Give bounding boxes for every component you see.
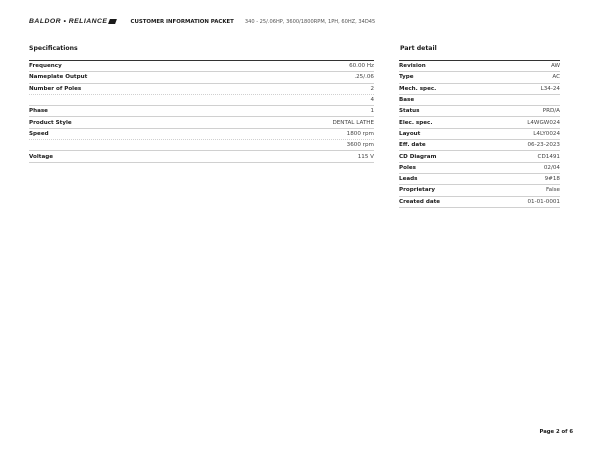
- part-label: Revision: [399, 63, 426, 70]
- part-value: False: [545, 187, 560, 194]
- part-value: 02/04: [543, 164, 560, 171]
- spec-row-number-of-poles: [29, 84, 374, 95]
- document-subtitle: 340 - 25/.06HP, 3600/1800RPM, 1PH, 60HZ, 34D45: [244, 18, 376, 25]
- part-detail-title: Part detail: [400, 45, 437, 52]
- spec-row-speed-cont: [29, 140, 374, 151]
- spec-label: Speed: [29, 130, 49, 137]
- spec-value: 1: [370, 108, 374, 115]
- part-label: Poles: [399, 164, 416, 171]
- part-value: 9#18: [544, 176, 560, 183]
- part-value: L34-24: [540, 85, 560, 92]
- part-label: Base: [399, 97, 415, 104]
- part-row-type: [399, 72, 560, 83]
- spec-row-voltage: [29, 151, 374, 162]
- brand-name: BALDOR • RELIANCE: [29, 18, 108, 25]
- specifications-table: [29, 60, 374, 163]
- part-label: Layout: [399, 130, 421, 137]
- spec-value: 1800 rpm: [346, 130, 374, 137]
- part-label: Elec. spec.: [399, 119, 433, 126]
- specifications-title: Specifications: [29, 45, 78, 52]
- spec-row-phase: [29, 106, 374, 117]
- part-label: Eff. date: [399, 142, 426, 149]
- part-row-leads: [399, 174, 560, 185]
- spec-value: DENTAL LATHE: [332, 119, 374, 126]
- page-header: [29, 18, 590, 25]
- part-label: Created date: [399, 198, 441, 205]
- spec-row-product-style: [29, 117, 374, 128]
- part-value: AW: [550, 63, 560, 70]
- part-row-status: [399, 106, 560, 117]
- part-row-layout: [399, 129, 560, 140]
- spec-row-frequency: [29, 60, 374, 72]
- part-value: 06-23-2023: [527, 142, 560, 149]
- part-detail-table: [399, 60, 560, 208]
- part-row-eff-date: [399, 140, 560, 151]
- spec-label: Number of Poles: [29, 85, 82, 92]
- spec-row-nameplate-output: [29, 72, 374, 83]
- part-value: L4LY0024: [533, 130, 560, 137]
- part-row-revision: [399, 60, 560, 72]
- document-title: CUSTOMER INFORMATION PACKET: [130, 18, 234, 25]
- part-row-mech-spec: [399, 84, 560, 95]
- part-value: CD1491: [537, 153, 560, 160]
- part-label: Leads: [399, 176, 418, 183]
- spec-value: .25/.06: [354, 74, 374, 81]
- spec-row-speed: [29, 129, 374, 140]
- spec-label: Product Style: [29, 119, 72, 126]
- spec-value: 60.00 Hz: [349, 63, 374, 70]
- spec-label: Nameplate Output: [29, 74, 88, 81]
- part-value: PRD/A: [542, 108, 560, 115]
- part-value: 01-01-0001: [527, 198, 560, 205]
- part-row-poles: [399, 163, 560, 174]
- part-value: AC: [552, 74, 560, 81]
- brand-mark-icon: [109, 19, 118, 24]
- spec-value: 4: [370, 97, 374, 104]
- spec-label: Voltage: [29, 153, 54, 160]
- brand-logo: [29, 18, 116, 25]
- part-label: Type: [399, 74, 414, 81]
- spec-value: 2: [370, 85, 374, 92]
- spec-value: 3600 rpm: [346, 142, 374, 149]
- part-row-created-date: [399, 197, 560, 208]
- spec-row-number-of-poles-cont: [29, 95, 374, 106]
- part-value: L4WGW024: [527, 119, 560, 126]
- part-row-base: [399, 95, 560, 106]
- part-row-proprietary: [399, 185, 560, 196]
- part-label: Mech. spec.: [399, 85, 437, 92]
- page-number: Page 2 of 6: [539, 429, 573, 435]
- part-label: Proprietary: [399, 187, 436, 194]
- spec-value: 115 V: [357, 153, 374, 160]
- part-row-elec-spec: [399, 117, 560, 128]
- spec-label: Frequency: [29, 63, 62, 70]
- part-label: CD Diagram: [399, 153, 437, 160]
- part-label: Status: [399, 108, 420, 115]
- part-row-cd-diagram: [399, 151, 560, 162]
- spec-label: Phase: [29, 108, 48, 115]
